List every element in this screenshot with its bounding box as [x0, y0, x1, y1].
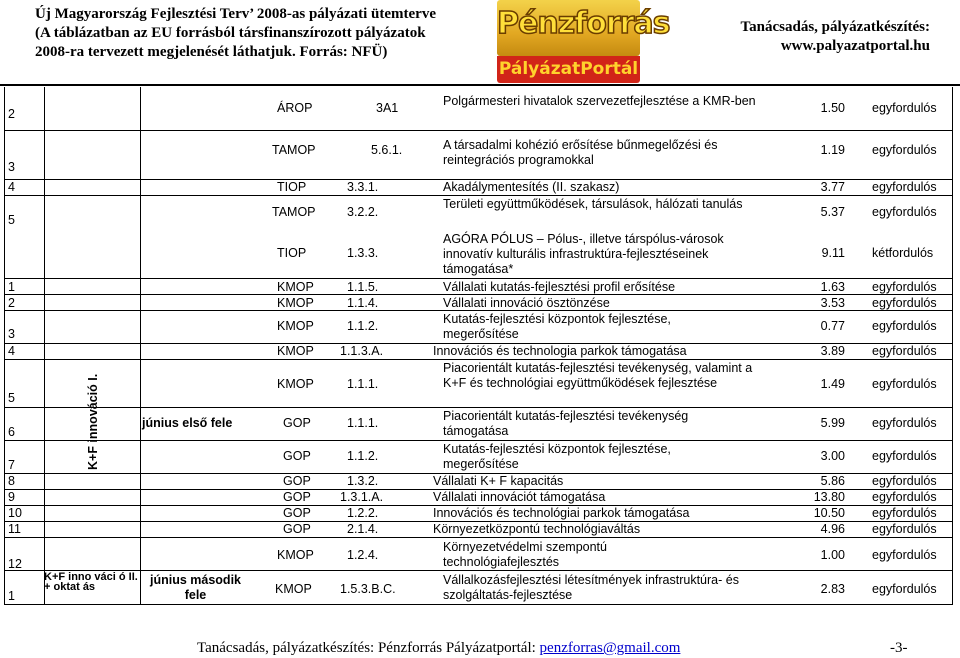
- row-number: 4: [8, 344, 15, 358]
- row-program: ÁROP: [277, 101, 313, 115]
- row-number: 8: [8, 474, 15, 488]
- row-number: 1: [8, 280, 15, 294]
- row-amount: 13.80: [813, 490, 845, 504]
- row-round: egyfordulós: [872, 474, 937, 488]
- header-title-block: [35, 5, 436, 62]
- row-amount: 3.89: [820, 344, 845, 358]
- row-round: egyfordulós: [872, 449, 937, 463]
- row-amount: 5.86: [820, 474, 845, 488]
- row-line: [4, 537, 953, 538]
- row-title: AGÓRA PÓLUS – Pólus-, illetve társpólus-városok innovatív kulturális infrastruktúra-fejlesztéseinek támogatása*: [443, 232, 724, 276]
- row-code: 1.1.5.: [347, 280, 379, 294]
- row-code: 1.1.2.: [347, 319, 379, 333]
- row-round: egyfordulós: [872, 490, 937, 504]
- row-title: Kutatás-fejlesztési központok fejlesztése, megerősítése: [443, 312, 671, 341]
- row-round: egyfordulós: [872, 377, 937, 391]
- row-number: 3: [8, 160, 15, 174]
- row-title: Vállalati innováció ösztönzése: [443, 296, 610, 310]
- row-round: egyfordulós: [872, 319, 937, 333]
- row-program: KMOP: [277, 319, 314, 333]
- row-number: 1: [8, 589, 15, 603]
- row-number: 11: [8, 522, 21, 536]
- row-title: Akadálymentesítés (II. szakasz): [443, 180, 620, 194]
- row-code: 1.1.1.: [347, 377, 379, 391]
- row-number: 2: [8, 296, 15, 310]
- row-title: Kutatás-fejlesztési központok fejlesztése, megerősítése: [443, 442, 671, 471]
- row-title: Területi együttműködések, társulások, hálózati tanulás: [443, 197, 743, 211]
- row-number: 5: [8, 213, 15, 227]
- group-label-innovation: K+F innováció I.: [86, 373, 100, 470]
- row-number: 2: [8, 107, 15, 121]
- row-code: 1.1.4.: [347, 296, 379, 310]
- row-line: [4, 440, 953, 441]
- penzforras-logo: [497, 0, 670, 83]
- page-number: -3-: [890, 640, 908, 656]
- row-program: KMOP: [277, 280, 314, 294]
- row-program: GOP: [283, 490, 311, 504]
- row-program: GOP: [283, 449, 311, 463]
- row-round: egyfordulós: [872, 344, 937, 358]
- row-program: GOP: [283, 522, 311, 536]
- header-contact-line-1: Tanácsadás, pályázatkészítés:: [740, 19, 930, 35]
- table-border-right: [952, 87, 953, 604]
- header-line-3: 2008-ra tervezett megjelenését láthatjuk. Forrás: NFÜ): [35, 44, 388, 60]
- row-amount: 5.37: [820, 205, 845, 219]
- row-amount: 9.11: [821, 246, 845, 260]
- row-title: Vállalati kutatás-fejlesztési profil erősítése: [443, 280, 676, 294]
- row-code: 1.1.3.A.: [340, 344, 384, 358]
- row-program: TAMOP: [272, 143, 316, 157]
- row-amount: 3.53: [820, 296, 845, 310]
- header-line-2: (A táblázatban az EU forrásból társfinanszírozott pályázatok: [35, 25, 426, 41]
- group-label-innovation-2: K+F inno váci ó II. + oktat ás: [44, 572, 138, 593]
- row-amount: 2.83: [820, 582, 845, 596]
- header-website[interactable]: www.palyazatportal.hu: [780, 38, 930, 54]
- row-line: [4, 195, 953, 196]
- row-round: egyfordulós: [872, 101, 937, 115]
- row-code: 1.3.3.: [347, 246, 379, 260]
- row-line: [4, 407, 953, 408]
- row-amount: 1.63: [820, 280, 845, 294]
- footer-email-link[interactable]: penzforras@gmail.com: [539, 640, 681, 656]
- row-title: A társadalmi kohézió erősítése bűnmegelőzési és reintegrációs programokkal: [443, 138, 718, 167]
- row-program: KMOP: [277, 296, 314, 310]
- row-code: 5.6.1.: [371, 143, 403, 157]
- row-round: egyfordulós: [872, 416, 937, 430]
- row-code: 1.2.4.: [347, 548, 379, 562]
- row-title: Polgármesteri hivatalok szervezetfejlesztése a KMR-ben: [443, 94, 756, 108]
- header-contact-block: [741, 18, 930, 56]
- row-amount: 5.99: [820, 416, 845, 430]
- row-round: egyfordulós: [872, 506, 937, 520]
- row-number: 7: [8, 458, 15, 472]
- row-amount: 1.49: [820, 377, 845, 391]
- row-line: [4, 130, 953, 131]
- row-program: GOP: [283, 416, 311, 430]
- group-label-june-first: június első fele: [142, 416, 233, 430]
- row-amount: 1.50: [820, 101, 845, 115]
- row-round: egyfordulós: [872, 296, 937, 310]
- row-number: 5: [8, 391, 15, 405]
- row-amount: 1.19: [820, 143, 845, 157]
- row-program: KMOP: [277, 344, 314, 358]
- row-program: TAMOP: [272, 205, 316, 219]
- header-rule: [0, 84, 960, 86]
- row-title: Környezetvédelmi szempontú technológiafejlesztés: [443, 540, 607, 569]
- row-code: 1.2.2.: [347, 506, 379, 520]
- row-amount: 4.96: [820, 522, 845, 536]
- row-title: Környezetközpontú technológiaváltás: [433, 522, 641, 536]
- row-program: GOP: [283, 506, 311, 520]
- row-program: TIOP: [277, 180, 307, 194]
- row-code: 1.3.1.A.: [340, 490, 384, 504]
- row-code: 1.1.1.: [347, 416, 379, 430]
- row-number: 10: [8, 506, 22, 520]
- row-code: 3.3.1.: [347, 180, 379, 194]
- row-title: Piacorientált kutatás-fejlesztési tevékenység, valamint a K+F és technológiai együttműködések fejlesztése: [443, 361, 753, 390]
- header-line-1: Új Magyarország Fejlesztési Terv’ 2008-as pályázati ütemterve: [35, 6, 436, 22]
- footer-text: Tanácsadás, pályázatkészítés: Pénzforrás Pályázatportál:: [197, 640, 540, 656]
- row-number: 3: [8, 327, 15, 341]
- group-label-june-second: június második fele: [150, 573, 241, 602]
- row-amount: 3.00: [820, 449, 845, 463]
- row-code: 1.1.2.: [347, 449, 379, 463]
- row-title: Vállalati innovációt támogatása: [433, 490, 606, 504]
- row-program: KMOP: [275, 582, 312, 596]
- row-line: [4, 570, 953, 571]
- row-amount: 0.77: [820, 319, 845, 333]
- row-code: 3A1: [376, 101, 399, 115]
- footer: [197, 640, 680, 657]
- row-round: egyfordulós: [872, 548, 937, 562]
- row-number: 4: [8, 180, 15, 194]
- row-code: 3.2.2.: [347, 205, 379, 219]
- row-number: 6: [8, 425, 15, 439]
- row-title: Vállalkozásfejlesztési létesítmények infrastruktúra- és szolgáltatás-fejlesztése: [443, 573, 739, 602]
- logo-brand-text: Pénzforrás: [497, 6, 670, 41]
- row-number: 12: [8, 557, 22, 571]
- row-round: kétfordulós: [872, 246, 934, 260]
- row-line: [4, 278, 953, 279]
- row-program: GOP: [283, 474, 311, 488]
- row-round: egyfordulós: [872, 522, 937, 536]
- row-amount: 10.50: [813, 506, 845, 520]
- row-number: 9: [8, 490, 15, 504]
- row-code: 1.3.2.: [347, 474, 379, 488]
- row-program: TIOP: [277, 246, 307, 260]
- row-title: Innovációs és technologia parkok támogatása: [433, 344, 687, 358]
- col-divider-phase: [140, 87, 141, 604]
- row-code: 2.1.4.: [347, 522, 379, 536]
- col-divider-no: [44, 87, 45, 604]
- row-program: KMOP: [277, 377, 314, 391]
- logo-sub-text: PályázatPortál: [498, 59, 639, 79]
- row-code: 1.5.3.B.C.: [340, 582, 396, 596]
- row-round: egyfordulós: [872, 143, 937, 157]
- row-round: egyfordulós: [872, 582, 937, 596]
- table-border-left: [4, 87, 5, 604]
- row-round: egyfordulós: [872, 205, 937, 219]
- row-amount: 1.00: [820, 548, 845, 562]
- row-round: egyfordulós: [872, 180, 937, 194]
- row-title: Innovációs és technológiai parkok támogatása: [433, 506, 690, 520]
- row-title: Vállalati K+ F kapacitás: [433, 474, 564, 488]
- row-program: KMOP: [277, 548, 314, 562]
- row-amount: 3.77: [820, 180, 845, 194]
- row-line: [4, 359, 953, 360]
- row-round: egyfordulós: [872, 280, 937, 294]
- row-title: Piacorientált kutatás-fejlesztési tevékenység támogatása: [443, 409, 689, 438]
- table-border-bottom: [4, 604, 953, 605]
